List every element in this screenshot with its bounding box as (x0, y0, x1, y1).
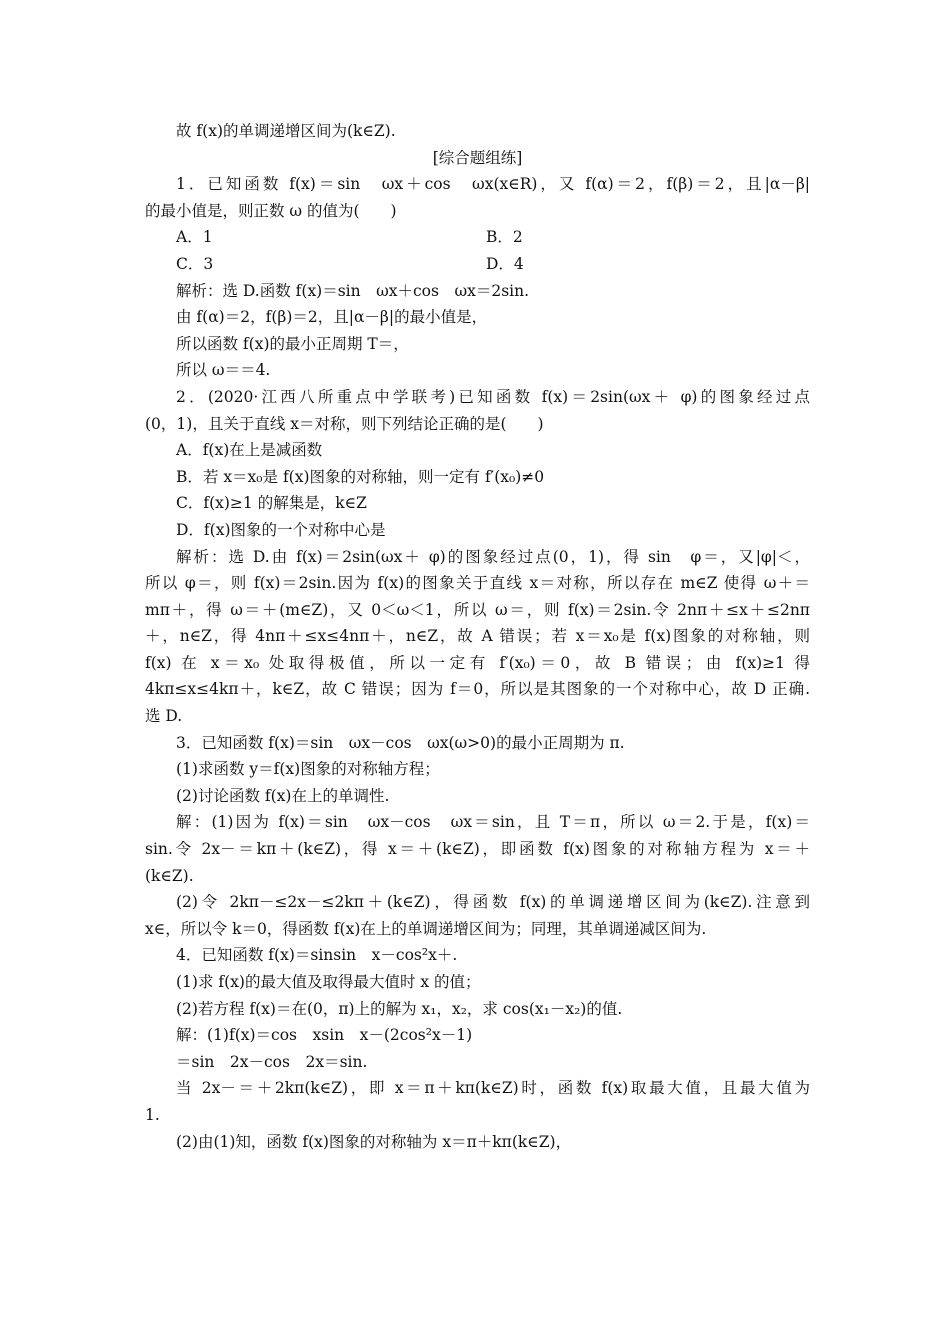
text-line: (k∈Z). (145, 866, 194, 885)
text-line: (1)求函数 y＝f(x)图象的对称轴方程； (176, 760, 440, 779)
text-line: 解析：选 D.由 f(x)＝2sin(ωx＋ φ)的图象经过点(0，1)，得 sin φ＝，又|φ|＜， (176, 547, 810, 566)
text-line: 3．已知函数 f(x)＝sin ωx－cos ωx(ω>0)的最小正周期为 π. (176, 733, 625, 752)
text-line: A．f(x)在上是减函数 (176, 441, 323, 460)
text-line: (2)讨论函数 f(x)在上的单调性. (176, 786, 390, 805)
text-line: sin.令 2x－＝kπ＋(k∈Z)，得 x＝＋(k∈Z)，即函数 f(x)图象的对称轴方程为 x＝＋ (145, 840, 810, 859)
text-line: mπ＋，得 ω＝＋(m∈Z)，又 0＜ω＜1，所以 ω＝，则 f(x)＝2sin.令 2nπ＋≤x＋≤2nπ (145, 600, 810, 619)
text-line: 所以 φ＝，则 f(x)＝2sin.因为 f(x)的图象关于直线 x＝对称，所以存在 m∈Z 使得 ω＋＝ (145, 574, 810, 593)
text-line: B．若 x＝x₀是 f(x)图象的对称轴，则一定有 f′(x₀)≠0 (176, 467, 545, 486)
answer-option: D．4 (486, 254, 524, 273)
text-line: (2)若方程 f(x)＝在(0，π)上的解为 x₁，x₂，求 cos(x₁－x₂)的值. (176, 999, 623, 1018)
answer-option: A．1 (176, 228, 213, 247)
text-line: 选 D. (145, 707, 183, 726)
text-line: 1. (145, 1105, 160, 1124)
text-line: (0，1)，且关于直线 x＝对称，则下列结论正确的是( ) (145, 414, 544, 433)
text-line: 当 2x－＝＋2kπ(k∈Z)，即 x＝π＋kπ(k∈Z)时，函数 f(x)取最大值，且最大值为 (176, 1079, 810, 1098)
text-line: (2)由(1)知，函数 f(x)图象的对称轴为 x＝π＋kπ(k∈Z)， (176, 1132, 572, 1151)
text-line: D．f(x)图象的一个对称中心是 (176, 520, 386, 539)
text-line: 4．已知函数 f(x)＝sinsin x－cos²x＋. (176, 946, 458, 965)
text-line: 解析：选 D.函数 f(x)＝sin ωx＋cos ωx＝2sin. (176, 281, 530, 300)
answer-option: B．2 (486, 228, 523, 247)
text-line: 1．已知函数 f(x)＝sin ωx＋cos ωx(x∈R)，又 f(α)＝2，f(β)＝2，且|α－β| (176, 175, 810, 194)
text-line: ＋，n∈Z，得 4nπ＋≤x≤4nπ＋，n∈Z，故 A 错误；若 x＝x₀是 f(x)图象的对称轴，则 (145, 627, 810, 646)
text-line: f(x) 在 x＝x₀ 处取得极值，所以一定有 f′(x₀)＝0，故 B 错误；由 f(x)≥1 得 (145, 653, 810, 672)
text-line: (1)求 f(x)的最大值及取得最大值时 x 的值； (176, 973, 481, 991)
answer-option: C．3 (176, 254, 214, 273)
text-line: x∈，所以令 k＝0，得函数 f(x)在上的单调递增区间为；同理，其单调递减区间为. (145, 919, 707, 938)
answer-options-row (145, 251, 810, 278)
text-line: 的最小值是，则正数 ω 的值为( ) (145, 201, 397, 220)
text-line: 解：(1)因为 f(x)＝sin ωx－cos ωx＝sin，且 T＝π，所以 ω＝2.于是，f(x)＝ (176, 813, 810, 832)
answer-options-row (145, 224, 810, 251)
text-line: C．f(x)≥1 的解集是，k∈Z (176, 494, 367, 513)
section-heading: [综合题组练] (432, 148, 523, 167)
document-page (145, 118, 810, 1155)
text-line: 所以 ω＝＝4. (176, 361, 271, 380)
text-line: 由 f(α)＝2，f(β)＝2，且|α－β|的最小值是， (176, 308, 488, 327)
text-line: (2)令 2kπ－≤2x－≤2kπ＋(k∈Z)，得函数 f(x)的单调递增区间为(k∈Z).注意到 (176, 893, 810, 912)
text-line: ＝sin 2x－cos 2x＝sin. (176, 1052, 368, 1071)
text-line: 解：(1)f(x)＝cos xsin x－(2cos²x－1) (176, 1026, 473, 1045)
text-line: 4kπ≤x≤4kπ＋，k∈Z，故 C 错误；因为 f＝0，所以是其图象的一个对称中心，故 D 正确. (145, 680, 810, 699)
text-line: 2．(2020·江西八所重点中学联考)已知函数 f(x)＝2sin(ωx＋ φ)的图象经过点 (176, 387, 810, 406)
text-line: 所以函数 f(x)的最小正周期 T＝， (176, 334, 409, 353)
text-line: 故 f(x)的单调递增区间为(k∈Z). (176, 122, 396, 140)
